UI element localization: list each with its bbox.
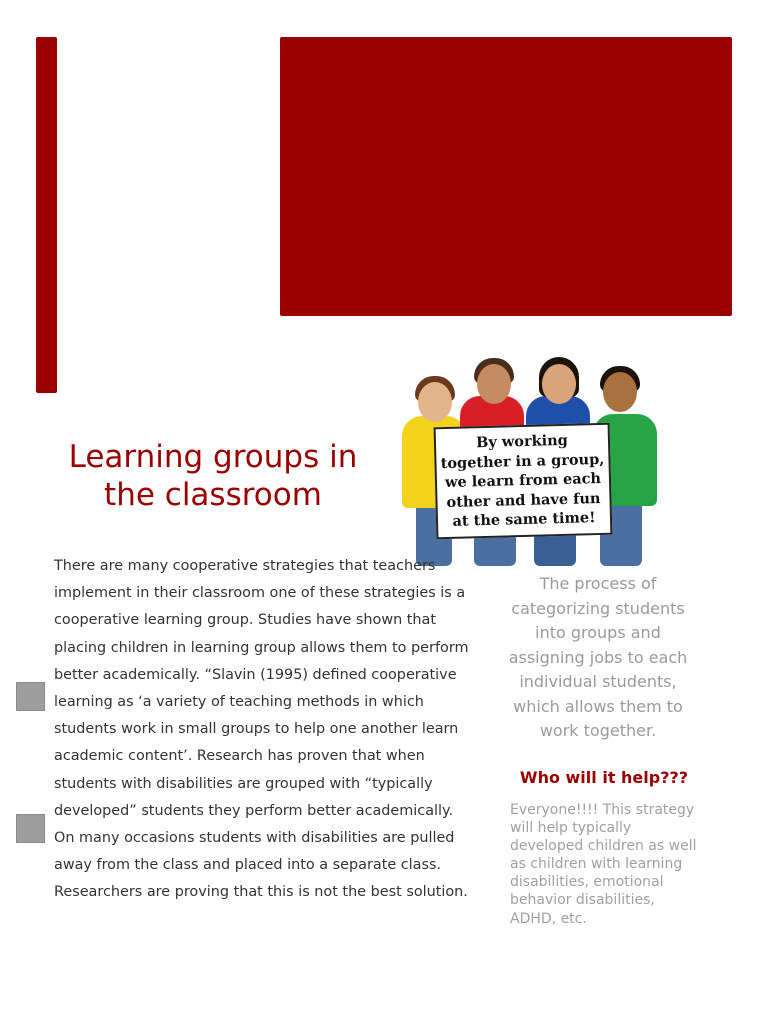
sign-line: we learn from each (444, 470, 602, 492)
body-paragraph: There are many cooperative strategies that teachers implement in their classroom one of these strategies is a cooperative learning group. Studies have shown that placing children in learning group allows them to perform better academically. “Slavin (1995) defined cooperative learning as ‘a variety of teaching methods in which students work in small groups to help one another learn academic content’. Research has proven that when students with disabilities are grouped with “typically developed” students they perform better academically. On many occasions students with disabilities are pulled away from the class and placed into a separate class. Researchers are proving that this is not the best solution. (54, 558, 469, 901)
page-title: Learning groups in the classroom (68, 439, 358, 513)
kid-head (603, 372, 637, 412)
sign-line: By working (475, 432, 569, 452)
sidebar-description: The process of categorizing students into groups and assigning jobs to each individual students, which allows them to work together. (508, 574, 688, 740)
sign-line: together in a group, (440, 450, 605, 472)
kid-head (477, 364, 511, 404)
kid-head (542, 364, 576, 404)
bullet-square (16, 814, 45, 843)
bullet-square (16, 682, 45, 711)
left-accent-bar (36, 37, 57, 393)
kid-head (418, 382, 452, 422)
sign-line: other and have fun (446, 489, 601, 511)
photo-sign (434, 423, 613, 540)
kids-holding-sign-photo (388, 356, 680, 576)
sidebar-answer: Everyone!!!! This strategy will help typically developed children as well as children with learning disabilities, emotional behavior disabilities, ADHD, etc. (510, 802, 697, 927)
sign-text (438, 430, 608, 532)
header-banner (280, 37, 732, 316)
sign-line: at the same time! (452, 509, 596, 531)
sidebar-heading: Who will it help??? (519, 768, 689, 787)
